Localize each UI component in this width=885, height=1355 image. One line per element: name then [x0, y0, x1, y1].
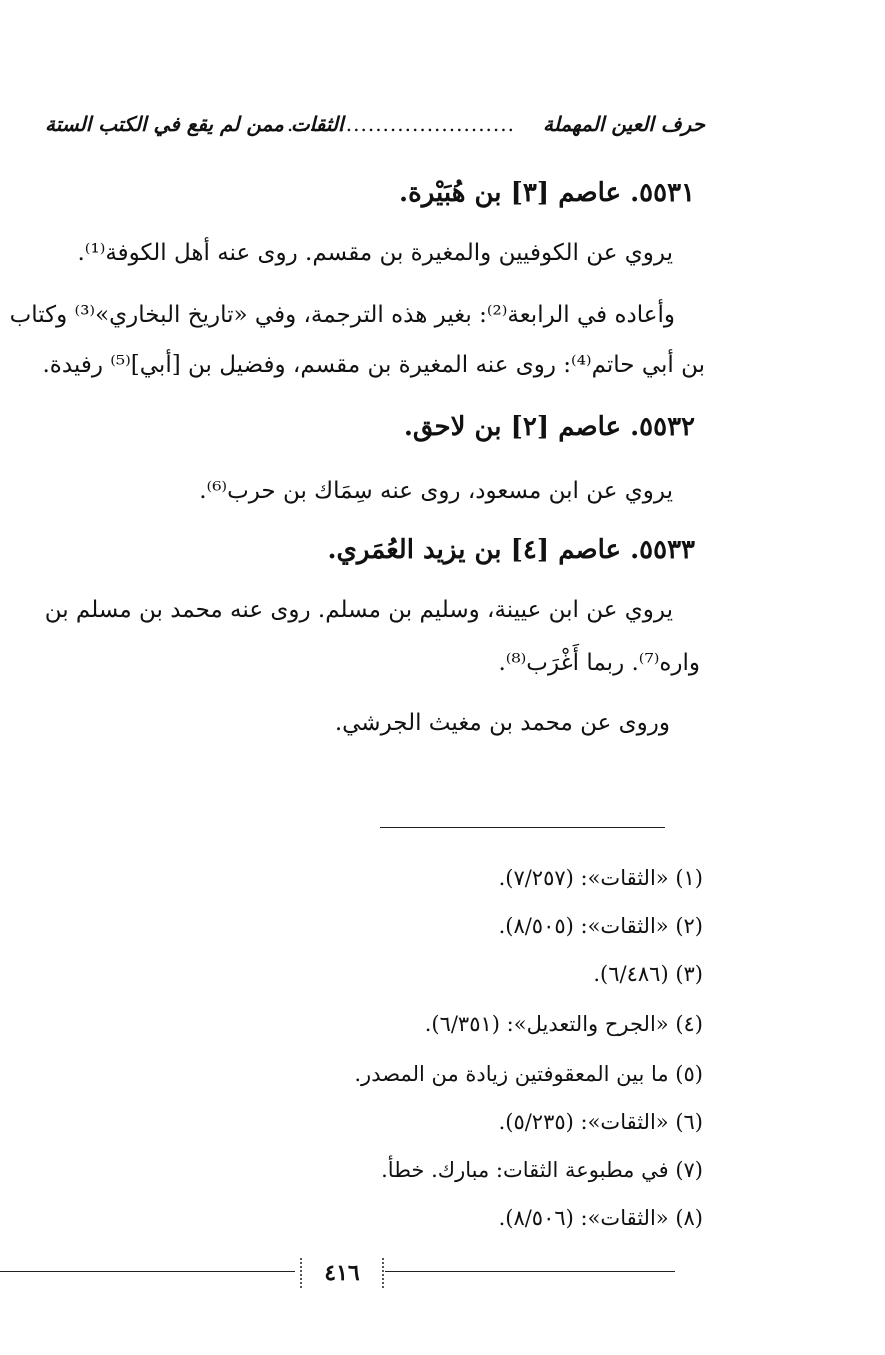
footnote-separator: [380, 827, 665, 828]
footnote-item: (٨) «الثقات»: (٨/٥٠٦).: [498, 1206, 703, 1230]
footnote-item: (٦) «الثقات»: (٥/٢٣٥).: [498, 1110, 703, 1134]
footnote-item: (٥) ما بين المعقوفتين زيادة من المصدر.: [354, 1062, 703, 1086]
entry-text-line: يروي عن الكوفيين والمغيرة بن مقسم. روى عنه أهل الكوفة⁽¹⁾.: [77, 240, 673, 266]
entry-title: ٥٥٣٢. عاصم [٢] بن لاحق.: [403, 412, 695, 442]
page-number: ٤١٦: [300, 1258, 384, 1288]
footnote-item: (١) «الثقات»: (٧/٢٥٧).: [498, 866, 703, 890]
running-header-chapter: حرف العين المهملة: [543, 112, 705, 136]
entry-text-line: يروي عن ابن عيينة، وسليم بن مسلم. روى عنه محمد بن مسلم بن: [44, 597, 673, 623]
running-header-book-title: الثقات ممن لم يقع في الكتب الستة: [45, 112, 344, 136]
running-header-dots: ...............................: [286, 112, 515, 136]
entry-title: ٥٥٣١. عاصم [٣] بن هُبَيْرة.: [399, 178, 695, 208]
entry-text-line: واره⁽⁷⁾. ربما أَغْرَب⁽⁸⁾.: [498, 650, 700, 676]
entry-text-line: وأعاده في الرابعة⁽²⁾: بغير هذه الترجمة، وفي «تاريخ البخاري»⁽³⁾ وكتاب: [9, 302, 675, 328]
entry-text-line: يروي عن ابن مسعود، روى عنه سِمَاك بن حرب⁽⁶⁾.: [199, 478, 673, 504]
entry-text-line: بن أبي حاتم⁽⁴⁾: روى عنه المغيرة بن مقسم، وفضيل بن [أبي]⁽⁵⁾ رفيدة.: [42, 352, 705, 378]
footnote-item: (٣) (٦/٤٨٦).: [593, 962, 703, 986]
footnote-item: (٢) «الثقات»: (٨/٥٠٥).: [498, 914, 703, 938]
footnote-item: (٤) «الجرح والتعديل»: (٦/٣٥١).: [424, 1012, 703, 1036]
entry-title: ٥٥٣٣. عاصم [٤] بن يزيد العُمَري.: [327, 535, 695, 565]
footnote-item: (٧) في مطبوعة الثقات: مبارك. خطأ.: [381, 1158, 703, 1182]
page-footer-rule-left: [0, 1271, 295, 1272]
page-footer-rule-right: [385, 1271, 675, 1272]
entry-text-line: وروى عن محمد بن مغيث الجرشي.: [334, 710, 670, 736]
